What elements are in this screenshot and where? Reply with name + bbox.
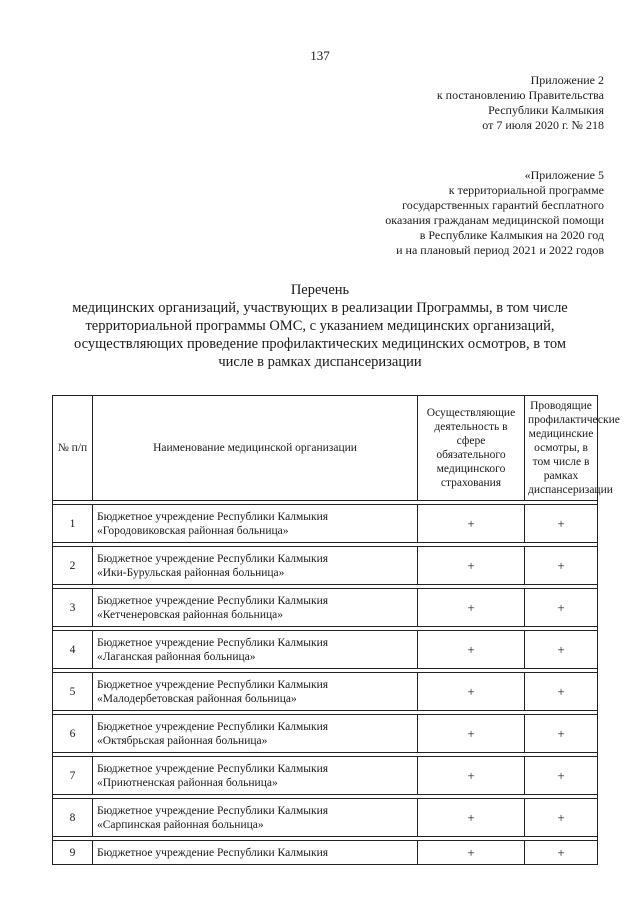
- document-title: [40, 281, 600, 371]
- title-line: медицинских организаций, участвующих в реализации Программы, в том числе: [72, 300, 568, 316]
- row-number: 4: [53, 631, 93, 669]
- prof-mark: +: [525, 547, 598, 585]
- table-row: [53, 631, 598, 669]
- organization-name: [93, 505, 418, 543]
- oms-mark: +: [418, 673, 525, 711]
- appendix-5-line: в Республике Калмыкия на 2020 год: [419, 228, 604, 242]
- oms-mark: +: [418, 715, 525, 753]
- organization-name-line: «Сарпинская районная больница»: [97, 818, 264, 831]
- organization-name: [93, 547, 418, 585]
- organization-name-line: «Городовиковская районная больница»: [97, 524, 289, 537]
- organization-name-line: Бюджетное учреждение Республики Калмыкия: [97, 594, 329, 607]
- row-number: 6: [53, 715, 93, 753]
- prof-mark: +: [525, 799, 598, 837]
- appendix-5-line: и на плановый период 2021 и 2022 годов: [396, 243, 604, 257]
- title-line: осуществляющих проведение профилактических медицинских осмотров, в том: [73, 336, 567, 352]
- oms-mark: +: [418, 757, 525, 795]
- table-body: [53, 501, 598, 865]
- row-number: 9: [53, 841, 93, 865]
- prof-mark: +: [525, 757, 598, 795]
- organization-name-line: «Малодербетовская районная больница»: [97, 692, 297, 705]
- appendix-5-line: к территориальной программе: [448, 183, 604, 197]
- organization-name: [93, 757, 418, 795]
- title-heading: Перечень: [290, 282, 350, 298]
- medical-organizations-table: [52, 395, 620, 865]
- appendix-2-line: от 7 июля 2020 г. № 218: [482, 118, 604, 132]
- prof-mark: +: [525, 631, 598, 669]
- row-number: 3: [53, 589, 93, 627]
- table-header-row: [53, 396, 598, 501]
- organization-name: [93, 841, 418, 865]
- appendix-5-header: [385, 168, 604, 258]
- appendix-5-line: государственных гарантий бесплатного: [402, 198, 604, 212]
- appendix-2-line: к постановлению Правительства: [436, 88, 604, 102]
- table-row: [53, 757, 598, 795]
- header-number: № п/п: [53, 396, 93, 501]
- oms-mark: +: [418, 631, 525, 669]
- header-oms: Осуществляющие деятельность в сфере обязательного медицинского страхования: [418, 396, 525, 501]
- prof-mark: +: [525, 841, 598, 865]
- table-row: [53, 505, 598, 543]
- row-number: 7: [53, 757, 93, 795]
- table-row: [53, 673, 598, 711]
- organization-name: [93, 631, 418, 669]
- appendix-2-line: Приложение 2: [530, 73, 604, 87]
- prof-mark: +: [525, 715, 598, 753]
- table-row: [53, 841, 598, 865]
- table-row: [53, 715, 598, 753]
- oms-mark: +: [418, 841, 525, 865]
- row-number: 5: [53, 673, 93, 711]
- oms-mark: +: [418, 589, 525, 627]
- organization-name: [93, 799, 418, 837]
- header-name: Наименование медицинской организации: [93, 396, 418, 501]
- organization-name: [93, 589, 418, 627]
- organization-name-line: Бюджетное учреждение Республики Калмыкия: [97, 510, 329, 523]
- row-number: 2: [53, 547, 93, 585]
- oms-mark: +: [418, 547, 525, 585]
- table-row: [53, 547, 598, 585]
- organization-name-line: «Кетченеровская районная больница»: [97, 608, 283, 621]
- title-line: числе в рамках диспансеризации: [218, 354, 422, 370]
- organization-name-line: «Приютненская районная больница»: [97, 776, 278, 789]
- organization-name-line: Бюджетное учреждение Республики Калмыкия: [97, 762, 329, 775]
- table-row: [53, 799, 598, 837]
- organization-name-line: «Ики-Бурульская районная больница»: [97, 566, 285, 579]
- prof-mark: +: [525, 673, 598, 711]
- table-row: [53, 589, 598, 627]
- prof-mark: +: [525, 505, 598, 543]
- header-prof: Проводящие профилактические медицинские осмотры, в том числе в рамках диспансеризации: [525, 396, 598, 501]
- appendix-5-line: оказания гражданам медицинской помощи: [385, 213, 604, 227]
- organization-name: [93, 715, 418, 753]
- appendix-2-header: [437, 73, 604, 133]
- organization-name-line: «Лаганская районная больница»: [97, 650, 256, 663]
- organization-name-line: Бюджетное учреждение Республики Калмыкия: [97, 720, 329, 733]
- organization-name-line: «Октябрьская районная больница»: [97, 734, 268, 747]
- page-number: 137: [310, 48, 330, 63]
- organization-name-line: Бюджетное учреждение Республики Калмыкия: [97, 552, 329, 565]
- organization-name-line: Бюджетное учреждение Республики Калмыкия: [97, 678, 329, 691]
- appendix-5-line: «Приложение 5: [524, 168, 604, 182]
- oms-mark: +: [418, 799, 525, 837]
- row-number: 8: [53, 799, 93, 837]
- title-line: территориальной программы ОМС, с указанием медицинских организаций,: [85, 318, 555, 334]
- organization-name-line: Бюджетное учреждение Республики Калмыкия: [97, 846, 329, 859]
- organization-name: [93, 673, 418, 711]
- prof-mark: +: [525, 589, 598, 627]
- oms-mark: +: [418, 505, 525, 543]
- organization-name-line: Бюджетное учреждение Республики Калмыкия: [97, 636, 329, 649]
- row-number: 1: [53, 505, 93, 543]
- organization-name-line: Бюджетное учреждение Республики Калмыкия: [97, 804, 329, 817]
- appendix-2-line: Республики Калмыкия: [488, 103, 604, 117]
